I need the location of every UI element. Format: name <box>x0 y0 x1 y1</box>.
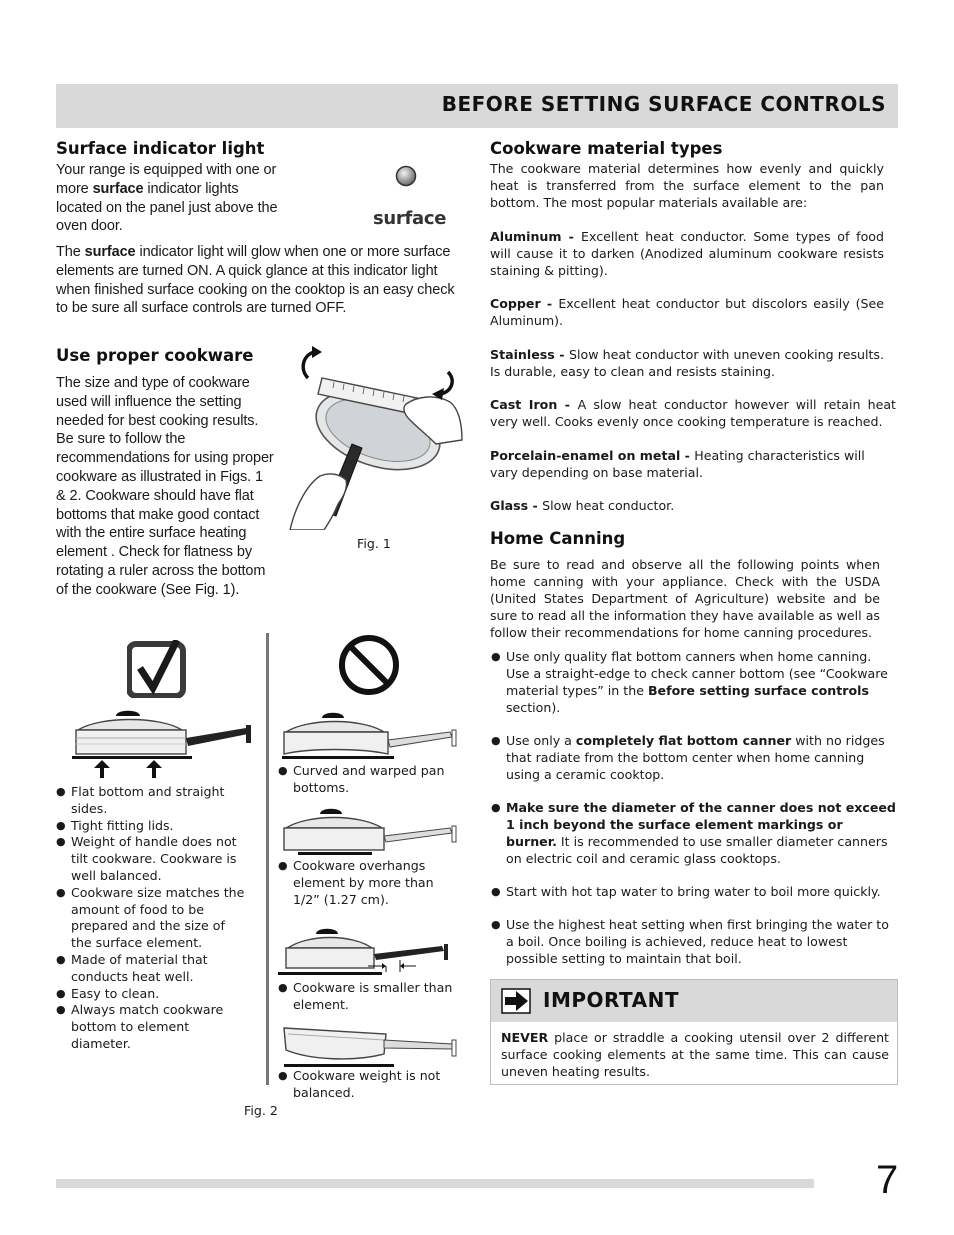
list-item: ● Flat bottom and straight sides. <box>56 784 248 818</box>
important-header <box>491 980 897 1022</box>
footer-bar <box>56 1179 814 1188</box>
good-pan-illustration <box>70 708 256 780</box>
indicator-light-icon <box>394 164 418 188</box>
ruler-check-illustration <box>286 344 464 530</box>
list-item: ● Cookware is smaller than element. <box>278 980 454 1014</box>
list-item: ● Use only quality flat bottom canners when home canning. Use a straight-edge to check canner bottom (see “Cookware material types” in the Before setting surface controls section). <box>490 648 896 716</box>
list-item: ● Cookware size matches the amount of food to be prepared and the size of the surface element. <box>56 885 248 952</box>
bad-cookware-item-1 <box>278 763 454 797</box>
surface-indicator-paragraph-1: Your range is equipped with one or more surface indicator lights located on the panel just above the oven door. <box>56 162 278 235</box>
material-cast-iron: Cast Iron - A slow heat conductor however will retain heat very well. Cooks evenly once cooking temperature is reached. <box>490 397 896 429</box>
indicator-light-label: surface <box>373 208 447 229</box>
home-canning-list <box>490 648 896 983</box>
bad-cookware-item-3 <box>278 980 454 1014</box>
page-number: 7 <box>876 1158 899 1202</box>
list-item: ● Use only a completely flat bottom canner with no ridges that radiate from the bottom center when home canning using a ceramic cooktop. <box>490 732 896 783</box>
material-aluminum: Aluminum - Excellent heat conductor. Some types of food will cause it to darken (Anodized aluminum cookware resists staining & pitting). <box>490 229 884 278</box>
good-cookware-list <box>56 784 248 1053</box>
arrow-right-icon <box>501 988 531 1014</box>
bad-cookware-item-2 <box>278 858 454 908</box>
surface-indicator-paragraph-2: The surface indicator light will glow when one or more surface elements are turned ON. A quick glance at this indicator light when finished surface cooking on the cooktop is an easy check to be sure all surface controls are turned OFF. <box>56 244 455 317</box>
cookware-material-heading: Cookware material types <box>490 139 723 158</box>
material-stainless: Stainless - Slow heat conductor with uneven cooking results. Is durable, easy to clean and resists staining. <box>490 347 884 379</box>
important-text: NEVER place or straddle a cooking utensil over 2 different surface cooking elements at the same time. This can cause uneven heating results. <box>501 1030 889 1079</box>
list-item: ● Tight fitting lids. <box>56 818 248 835</box>
list-item: ● Use the highest heat setting when first bringing the water to a boil. Once boiling is achieved, reduce heat to lowest possible setting to maintain that boil. <box>490 916 896 967</box>
material-copper: Copper - Excellent heat conductor but discolors easily (See Aluminum). <box>490 296 884 328</box>
list-item: ● Start with hot tap water to bring water to boil more quickly. <box>490 883 896 900</box>
unbalanced-pan-illustration <box>280 1022 466 1068</box>
list-item: ● Always match cookware bottom to element diameter. <box>56 1002 248 1052</box>
home-canning-heading: Home Canning <box>490 529 626 548</box>
small-pan-illustration <box>276 926 466 978</box>
list-item: ● Made of material that conducts heat well. <box>56 952 248 986</box>
home-canning-intro: Be sure to read and observe all the following points when home canning with your appliance. Check with the USDA (United States Department of Agriculture) website and be sure to read all the information they have available as well as follow their recommendations for home canning procedures. <box>490 557 880 640</box>
surface-indicator-heading: Surface indicator light <box>56 139 265 158</box>
fig-2-caption: Fig. 2 <box>244 1103 278 1118</box>
prohibited-icon <box>338 634 400 696</box>
important-notice <box>490 979 898 1085</box>
material-porcelain: Porcelain-enamel on metal - Heating characteristics will vary depending on base material. <box>490 448 865 480</box>
list-item: ● Make sure the diameter of the canner does not exceed 1 inch beyond the surface element markings or burner. It is recommended to use smaller diameter canners on electric coil and ceramic glass cooktops. <box>490 799 896 867</box>
list-item: ● Weight of handle does not tilt cookware. Cookware is well balanced. <box>56 834 248 884</box>
bad-cookware-item-4 <box>278 1068 454 1102</box>
warped-pan-illustration <box>280 710 466 762</box>
use-proper-cookware-heading: Use proper cookware <box>56 346 254 365</box>
figure-divider <box>266 633 269 1085</box>
page-section-title: BEFORE SETTING SURFACE CONTROLS <box>441 92 886 116</box>
header-banner <box>56 84 898 128</box>
use-proper-cookware-paragraph: The size and type of cookware used will influence the setting needed for best cooking results. Be sure to follow the recommendations for using proper cookware as illustrated in Figs. 1 & 2. Cookware should have flat bottoms that make good contact with the entire surface heating element . Check for flatness by rotating a ruler across the bottom of the cookware (See Fig. 1). <box>56 375 274 598</box>
list-item: ● Curved and warped pan bottoms. <box>278 763 454 797</box>
list-item: ● Cookware weight is not balanced. <box>278 1068 454 1102</box>
overhanging-pan-illustration <box>280 806 466 858</box>
list-item: ● Easy to clean. <box>56 986 248 1003</box>
important-title: IMPORTANT <box>543 988 679 1012</box>
checkmark-icon <box>127 640 187 698</box>
list-item: ● Cookware overhangs element by more than 1/2” (1.27 cm). <box>278 858 454 908</box>
cookware-material-intro: The cookware material determines how evenly and quickly heat is transferred from the surface element to the pan bottom. The most popular materials available are: <box>490 161 884 210</box>
fig-1-caption: Fig. 1 <box>357 536 391 551</box>
material-glass: Glass - Slow heat conductor. <box>490 498 675 513</box>
